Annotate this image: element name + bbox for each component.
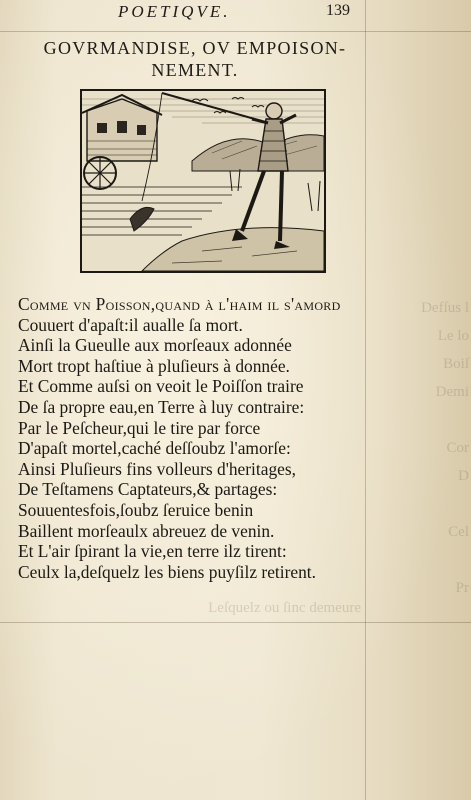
page-number: 139 xyxy=(326,2,350,19)
show-through-text: Demi xyxy=(435,384,469,400)
show-through-text: Boiſ xyxy=(443,356,469,372)
show-through-text: Cel xyxy=(448,524,469,540)
show-through-text: Le lo xyxy=(437,328,469,344)
verse-line: Par le Peſcheur,qui le tire par force xyxy=(18,417,261,438)
verse-line: Ainſi la Gueulle aux morſeaux adonnée xyxy=(18,335,292,356)
emblem-title-line-2: NEMENT. xyxy=(151,60,239,80)
verse-line: Souuentesfois,ſoubz ſeruice benin xyxy=(18,499,254,520)
verse-line: Ainsi Pluſieurs fins volleurs d'heritages, xyxy=(18,458,296,479)
verse-line: Couuert d'apaſt:il aualle ſa mort. xyxy=(18,314,243,335)
show-through-text: Leſquelz ou ſinc demeure xyxy=(208,600,361,616)
show-through-text: D xyxy=(458,468,469,484)
verse-line: De Teſtamens Captateurs,& partages: xyxy=(18,479,278,500)
verse-line: Ceulx la,deſquelz les biens puyſilz retirent. xyxy=(18,561,316,582)
crop-line xyxy=(0,31,471,32)
fisherman-woodcut-icon xyxy=(82,91,324,271)
verse-line: Baillent morſeaulx abreuez de venin. xyxy=(18,520,275,541)
verse-line: Comme vn Poiſſon,quand à l'haim il s'amord xyxy=(18,294,341,314)
verse-line: D'apaſt mortel,caché deſſoubz l'amorſe: xyxy=(18,438,291,459)
verse-line: De ſa propre eau,en Terre à luy contraire: xyxy=(18,396,305,417)
verse-line: Mort tropt haſtiue à pluſieurs à donnée. xyxy=(18,355,290,376)
verse-line: Et L'air ſpirant la vie,en terre ilz tirent: xyxy=(18,541,287,562)
verse-block xyxy=(18,294,378,582)
emblem-title-line-1: GOVRMANDISE, OV EMPOISON- xyxy=(43,38,347,58)
crop-line xyxy=(0,622,471,623)
show-through-text: Cor xyxy=(446,440,469,456)
show-through-text: Pr xyxy=(455,580,469,596)
show-through-text: Defſus l xyxy=(421,300,469,316)
verse-line: Et Comme auſsi on veoit le Poiſſon traire xyxy=(18,376,304,397)
woodcut-illustration xyxy=(80,89,326,273)
running-head: POETIQVE. xyxy=(118,2,231,21)
